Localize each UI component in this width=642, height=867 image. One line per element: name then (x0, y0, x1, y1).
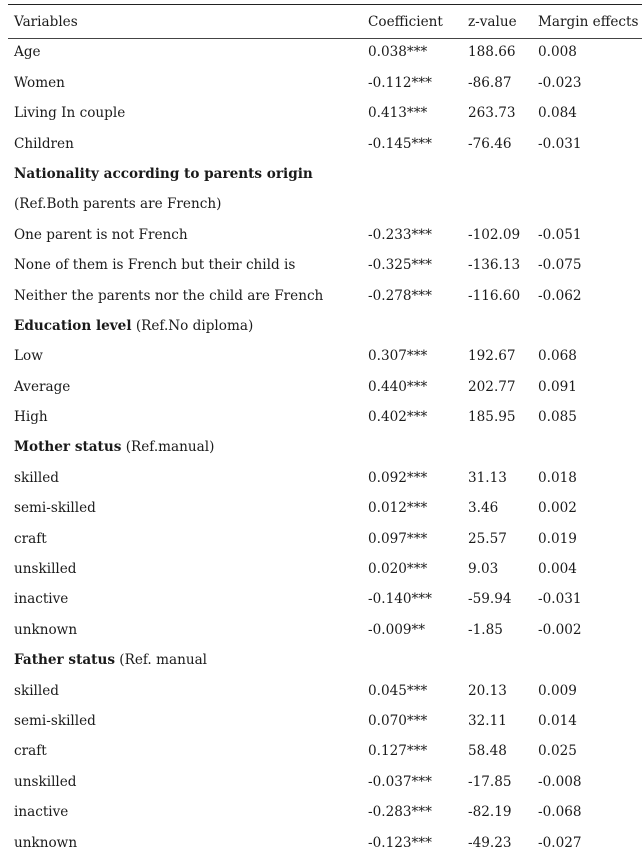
z-value-cell: -59.94 (468, 591, 512, 608)
table-row (8, 38, 642, 68)
reference-note-row (8, 190, 642, 220)
section-reference: (Ref.manual) (121, 439, 215, 456)
variable-cell: One parent is not French (14, 226, 188, 243)
z-value-cell: -49.23 (468, 834, 512, 851)
coefficient-cell: 0.097*** (368, 530, 428, 547)
coefficient-cell: 0.413*** (368, 105, 428, 122)
table-row (8, 585, 642, 615)
z-value-cell: -82.19 (468, 804, 512, 821)
section-heading (8, 160, 642, 190)
margin-effect-cell: 0.091 (538, 378, 577, 395)
variable-cell: skilled (14, 469, 60, 486)
variable-cell: unknown (14, 621, 78, 638)
z-value-cell: 20.13 (468, 682, 507, 699)
z-value-cell: -1.85 (468, 621, 503, 638)
variable-cell: unskilled (14, 561, 77, 578)
section-row (8, 312, 642, 342)
margin-effect-cell: -0.002 (538, 621, 582, 638)
z-value-cell: -102.09 (468, 226, 521, 243)
table-body (8, 38, 642, 859)
z-value-cell: -76.46 (468, 135, 512, 152)
z-value-cell: 263.73 (468, 105, 516, 122)
table-row (8, 676, 642, 706)
variable-cell: craft (14, 743, 47, 760)
z-value-cell: 185.95 (468, 409, 516, 426)
table-top-rule (8, 4, 642, 5)
z-value-cell: 188.66 (468, 44, 516, 61)
header-variables: Variables (14, 14, 78, 31)
coefficient-cell: 0.402*** (368, 409, 428, 426)
table-row (8, 342, 642, 372)
coefficient-cell: -0.145*** (368, 135, 432, 152)
coefficient-cell: -0.140*** (368, 591, 432, 608)
table-row (8, 99, 642, 129)
coefficient-cell: 0.012*** (368, 500, 428, 517)
margin-effect-cell: -0.068 (538, 804, 582, 821)
z-value-cell: 58.48 (468, 743, 507, 760)
header-coefficient: Coefficient (368, 14, 443, 31)
section-title: Father status (14, 652, 115, 669)
table-row (8, 403, 642, 433)
variable-cell: unskilled (14, 773, 77, 790)
margin-effect-cell: 0.068 (538, 348, 577, 365)
z-value-cell: -136.13 (468, 257, 521, 274)
z-value-cell: 32.11 (468, 712, 507, 729)
variable-cell: Children (14, 135, 74, 152)
coefficient-cell: -0.325*** (368, 257, 432, 274)
coefficient-cell: -0.278*** (368, 287, 432, 304)
margin-effect-cell: 0.085 (538, 409, 577, 426)
margin-effect-cell: 0.025 (538, 743, 577, 760)
section-heading (8, 312, 642, 342)
coefficient-cell: 0.092*** (368, 469, 428, 486)
section-title: Education level (14, 317, 132, 334)
table-header (8, 8, 642, 38)
margin-effect-cell: 0.009 (538, 682, 577, 699)
margin-effect-cell: 0.014 (538, 712, 577, 729)
margin-effect-cell: 0.018 (538, 469, 577, 486)
variable-cell: craft (14, 530, 47, 547)
coefficient-cell: 0.070*** (368, 712, 428, 729)
margin-effect-cell: -0.075 (538, 257, 582, 274)
variable-cell: inactive (14, 804, 69, 821)
variable-cell: Women (14, 74, 65, 91)
margin-effect-cell: -0.051 (538, 226, 582, 243)
header-z-value: z-value (468, 14, 517, 31)
section-heading (8, 646, 642, 676)
table-row (8, 555, 642, 585)
coefficient-cell: 0.440*** (368, 378, 428, 395)
margin-effect-cell: 0.084 (538, 105, 577, 122)
z-value-cell: -116.60 (468, 287, 521, 304)
section-title: Nationality according to parents origin (14, 165, 313, 182)
table-row (8, 494, 642, 524)
table-row (8, 251, 642, 281)
table-row (8, 828, 642, 858)
table-row (8, 281, 642, 311)
reference-note: (Ref.Both parents are French) (14, 196, 222, 213)
margin-effect-cell: -0.008 (538, 773, 582, 790)
variable-cell: Low (14, 348, 43, 365)
table-row (8, 615, 642, 645)
table-row (8, 463, 642, 493)
z-value-cell: -17.85 (468, 773, 512, 790)
table-row (8, 798, 642, 828)
coefficient-cell: 0.307*** (368, 348, 428, 365)
table-row (8, 372, 642, 402)
section-row (8, 433, 642, 463)
z-value-cell: 9.03 (468, 561, 499, 578)
coefficient-cell: 0.020*** (368, 561, 428, 578)
variable-cell: inactive (14, 591, 69, 608)
margin-effect-cell: -0.062 (538, 287, 582, 304)
section-reference: (Ref. manual (114, 652, 208, 669)
coefficient-cell: -0.233*** (368, 226, 432, 243)
coefficient-cell: 0.045*** (368, 682, 428, 699)
z-value-cell: 192.67 (468, 348, 516, 365)
margin-effect-cell: 0.019 (538, 530, 577, 547)
margin-effect-cell: -0.031 (538, 135, 582, 152)
z-value-cell: 25.57 (468, 530, 507, 547)
coefficient-cell: -0.123*** (368, 834, 432, 851)
section-row (8, 646, 642, 676)
coefficient-cell: -0.112*** (368, 74, 432, 91)
header-row (8, 8, 642, 38)
variable-cell: Average (14, 378, 71, 395)
regression-table (8, 8, 642, 859)
coefficient-cell: 0.038*** (368, 44, 428, 61)
section-heading (8, 433, 642, 463)
variable-cell: High (14, 409, 48, 426)
variable-cell: skilled (14, 682, 60, 699)
margin-effect-cell: 0.002 (538, 500, 577, 517)
table-row (8, 220, 642, 250)
section-row (8, 160, 642, 190)
variable-cell: Age (14, 44, 41, 61)
margin-effect-cell: 0.004 (538, 561, 577, 578)
coefficient-cell: -0.037*** (368, 773, 432, 790)
table-row (8, 68, 642, 98)
z-value-cell: 202.77 (468, 378, 516, 395)
table-row (8, 737, 642, 767)
section-reference: (Ref.No diploma) (131, 317, 254, 334)
variable-cell: unknown (14, 834, 78, 851)
table-row (8, 524, 642, 554)
table-row (8, 767, 642, 797)
variable-cell: semi-skilled (14, 500, 96, 517)
coefficient-cell: -0.009** (368, 621, 426, 638)
z-value-cell: 3.46 (468, 500, 499, 517)
coefficient-cell: -0.283*** (368, 804, 432, 821)
coefficient-cell: 0.127*** (368, 743, 428, 760)
margin-effect-cell: 0.008 (538, 44, 577, 61)
table-row (8, 707, 642, 737)
z-value-cell: -86.87 (468, 74, 512, 91)
variable-cell: semi-skilled (14, 712, 96, 729)
table-row (8, 129, 642, 159)
z-value-cell: 31.13 (468, 469, 507, 486)
variable-cell: Living In couple (14, 105, 126, 122)
header-margin-effects: Margin effects (538, 14, 639, 31)
variable-cell: None of them is French but their child is (14, 257, 296, 274)
variable-cell: Neither the parents nor the child are French (14, 287, 324, 304)
margin-effect-cell: -0.031 (538, 591, 582, 608)
margin-effect-cell: -0.027 (538, 834, 582, 851)
margin-effect-cell: -0.023 (538, 74, 582, 91)
section-title: Mother status (14, 439, 122, 456)
